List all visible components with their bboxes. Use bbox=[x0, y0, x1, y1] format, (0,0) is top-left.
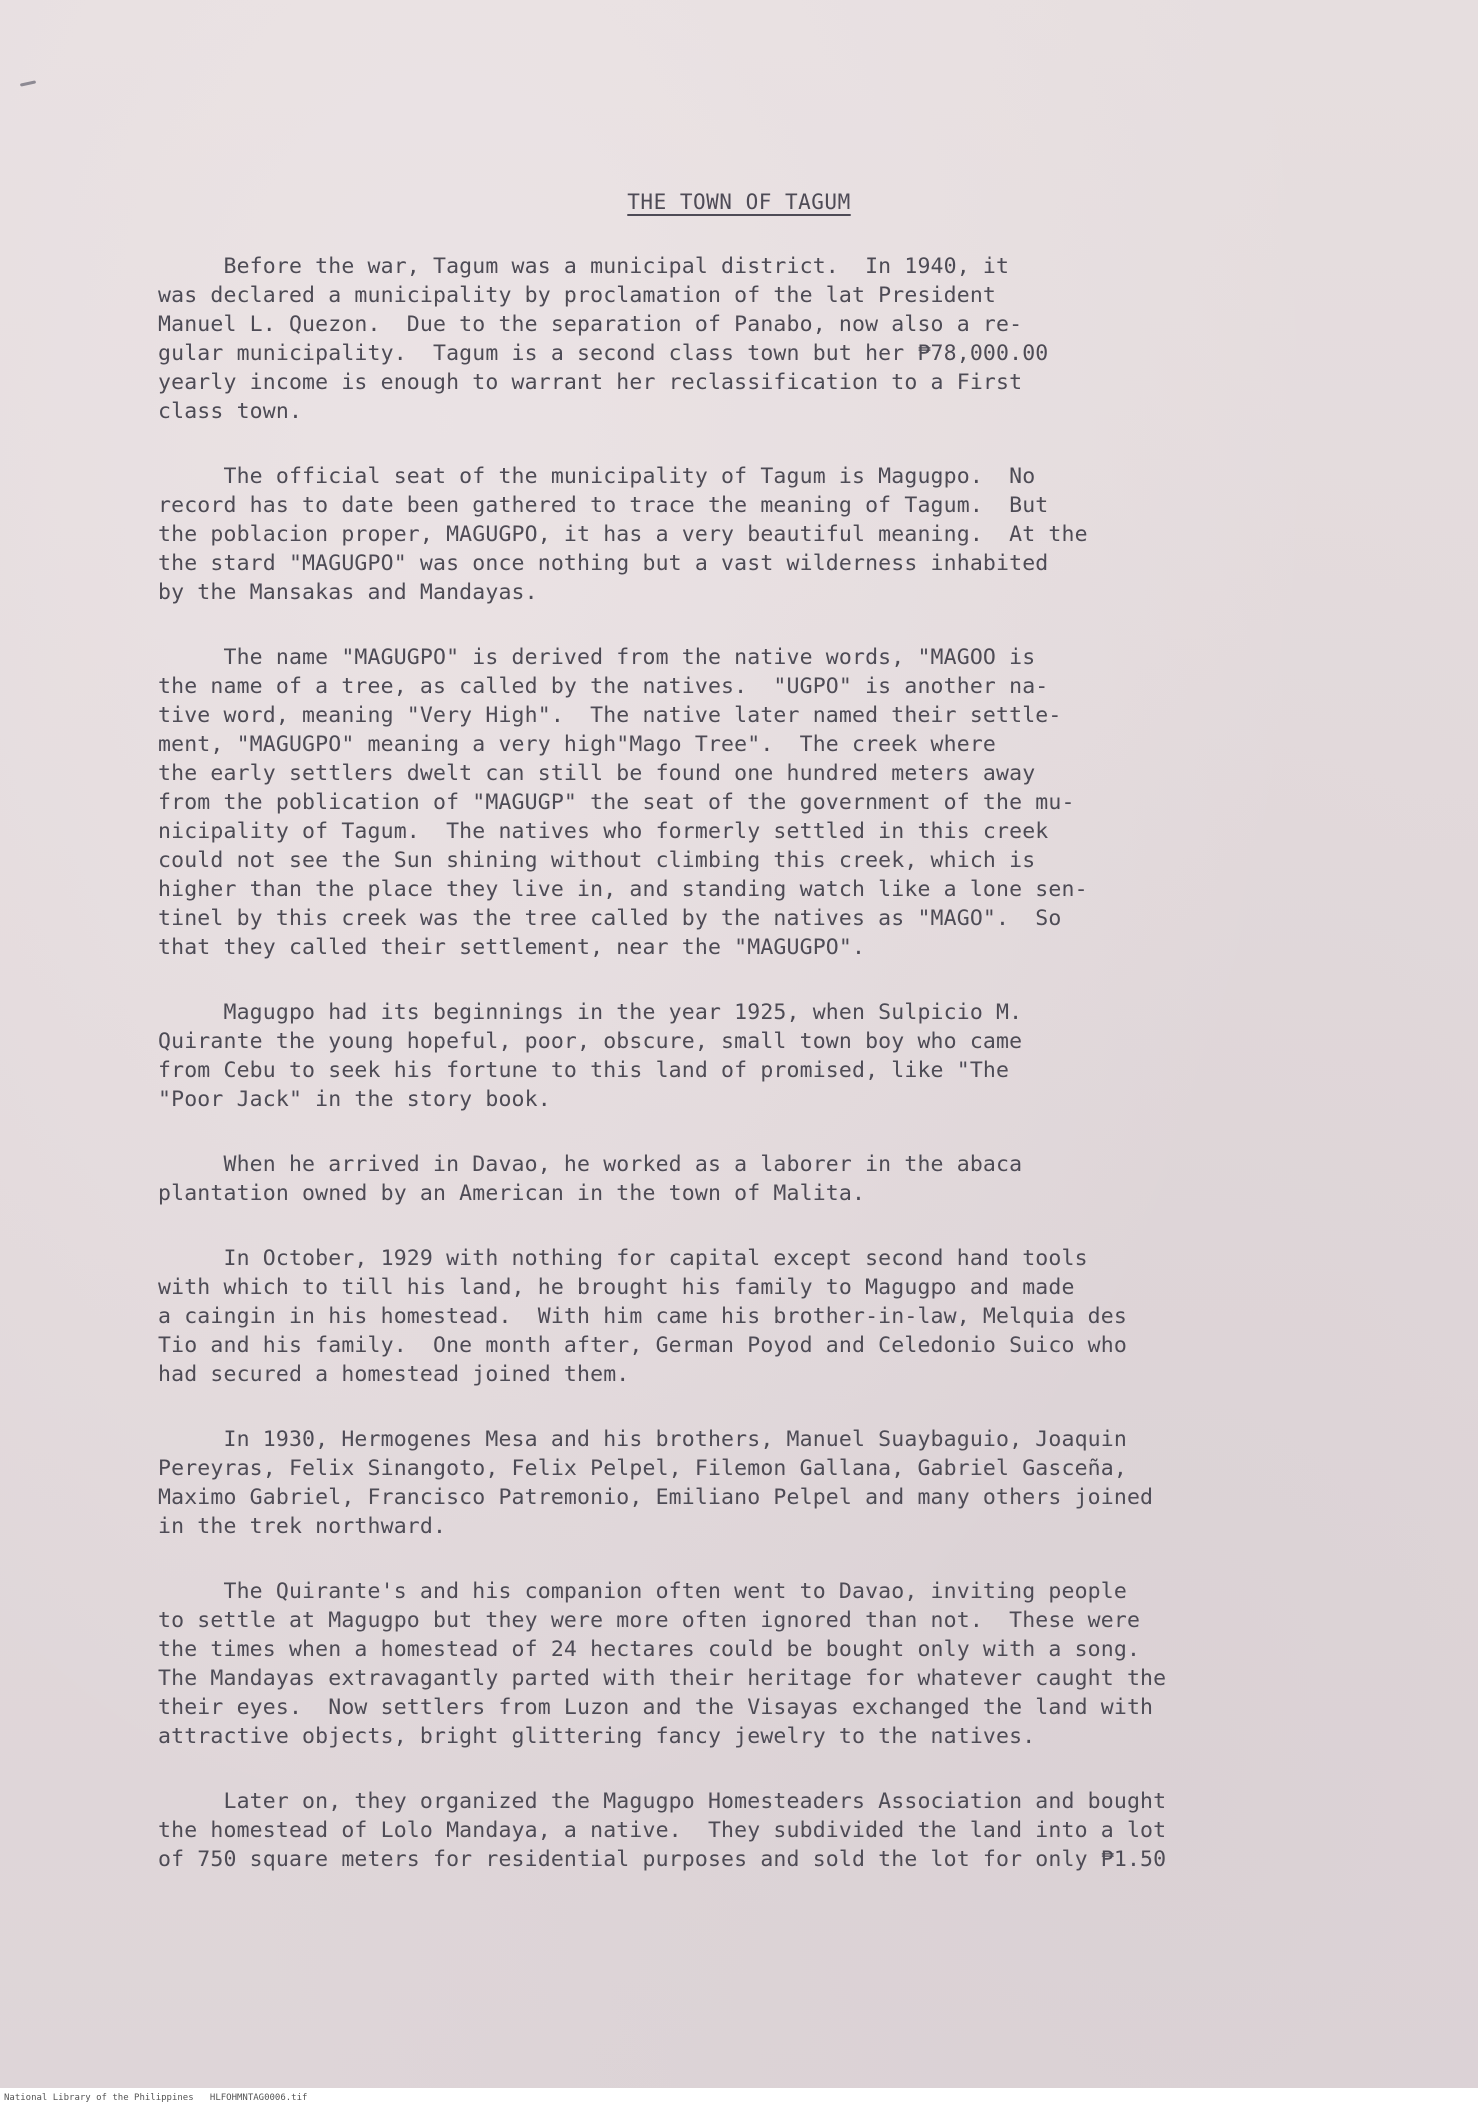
text-line: Tio and his family. One month after, German Poyod and Celedonio Suico who bbox=[158, 1333, 1127, 1358]
text-line: the name of a tree, as called by the natives. "UGPO" is another na- bbox=[158, 674, 1049, 699]
text-line: with which to till his land, he brought his family to Magugpo and made bbox=[158, 1275, 1075, 1300]
text-line: in the trek northward. bbox=[158, 1514, 447, 1539]
text-line: In 1930, Hermogenes Mesa and his brothers, Manuel Suaybaguio, Joaquin bbox=[158, 1427, 1127, 1452]
text-line: yearly income is enough to warrant her reclassification to a First bbox=[158, 370, 1023, 395]
text-line: their eyes. Now settlers from Luzon and the Visayas exchanged the land with bbox=[158, 1695, 1154, 1720]
text-line: Maximo Gabriel, Francisco Patremonio, Emiliano Pelpel and many others joined bbox=[158, 1485, 1154, 1510]
paper-mark bbox=[20, 80, 36, 86]
text-line: The name "MAGUGPO" is derived from the native words, "MAGOO is bbox=[158, 645, 1036, 670]
text-line: class town. bbox=[158, 399, 303, 424]
paragraph bbox=[158, 252, 1358, 426]
text-line: Manuel L. Quezon. Due to the separation of Panabo, now also a re- bbox=[158, 312, 1023, 337]
text-line: was declared a municipality by proclamation of the lat President bbox=[158, 283, 997, 308]
text-line: In October, 1929 with nothing for capital except second hand tools bbox=[158, 1246, 1088, 1271]
text-line: Pereyras, Felix Sinangoto, Felix Pelpel, Filemon Gallana, Gabriel Gasceña, bbox=[158, 1456, 1127, 1481]
text-line: a caingin in his homestead. With him came his brother-in-law, Melquia des bbox=[158, 1304, 1127, 1329]
paragraph bbox=[158, 1787, 1358, 1874]
text-line: The Quirante's and his companion often went to Davao, inviting people bbox=[158, 1579, 1127, 1604]
paragraph bbox=[158, 1150, 1358, 1208]
text-line: nicipality of Tagum. The natives who formerly settled in this creek bbox=[158, 819, 1049, 844]
paragraph bbox=[158, 643, 1358, 962]
text-line: plantation owned by an American in the town of Malita. bbox=[158, 1181, 866, 1206]
text-line: had secured a homestead joined them. bbox=[158, 1362, 630, 1387]
text-line: from the poblication of "MAGUGP" the seat of the government of the mu- bbox=[158, 790, 1075, 815]
text-line: the early settlers dwelt can still be found one hundred meters away bbox=[158, 761, 1036, 786]
text-line: attractive objects, bright glittering fancy jewelry to the natives. bbox=[158, 1724, 1036, 1749]
text-line: the homestead of Lolo Mandaya, a native. They subdivided the land into a lot bbox=[158, 1818, 1167, 1843]
paragraph bbox=[158, 1577, 1358, 1751]
text-line: "Poor Jack" in the story book. bbox=[158, 1087, 551, 1112]
text-line: of 750 square meters for residential purposes and sold the lot for only ₱1.50 bbox=[158, 1847, 1167, 1872]
text-line: Quirante the young hopeful, poor, obscure, small town boy who came bbox=[158, 1029, 1023, 1054]
text-line: could not see the Sun shining without climbing this creek, which is bbox=[158, 848, 1036, 873]
text-line: higher than the place they live in, and standing watch like a lone sen- bbox=[158, 877, 1088, 902]
paragraph bbox=[158, 1244, 1358, 1389]
text-line: the times when a homestead of 24 hectares could be bought only with a song. bbox=[158, 1637, 1141, 1662]
text-line: Before the war, Tagum was a municipal district. In 1940, it bbox=[158, 254, 1010, 279]
text-line: gular municipality. Tagum is a second class town but her ₱78,000.00 bbox=[158, 341, 1049, 366]
paragraph bbox=[158, 462, 1358, 607]
text-line: Later on, they organized the Magugpo Homesteaders Association and bought bbox=[158, 1789, 1167, 1814]
text-line: the poblacion proper, MAGUGPO, it has a very beautiful meaning. At the bbox=[158, 522, 1088, 547]
text-line: that they called their settlement, near the "MAGUGPO". bbox=[158, 935, 866, 960]
text-line: When he arrived in Davao, he worked as a laborer in the abaca bbox=[158, 1152, 1023, 1177]
text-line: tinel by this creek was the tree called by the natives as "MAGO". So bbox=[158, 906, 1062, 931]
text-line: the stard "MAGUGPO" was once nothing but a vast wilderness inhabited bbox=[158, 551, 1049, 576]
text-line: ment, "MAGUGPO" meaning a very high"Mago Tree". The creek where bbox=[158, 732, 997, 757]
document-title: THE TOWN OF TAGUM bbox=[627, 190, 851, 214]
text-line: Magugpo had its beginnings in the year 1925, when Sulpicio M. bbox=[158, 1000, 1023, 1025]
text-line: tive word, meaning "Very High". The native later named their settle- bbox=[158, 703, 1062, 728]
text-line: from Cebu to seek his fortune to this land of promised, like "The bbox=[158, 1058, 1010, 1083]
text-line: The official seat of the municipality of Tagum is Magugpo. No bbox=[158, 464, 1036, 489]
text-line: record has to date been gathered to trace the meaning of Tagum. But bbox=[158, 493, 1049, 518]
document-body bbox=[158, 252, 1358, 1910]
text-line: by the Mansakas and Mandayas. bbox=[158, 580, 538, 605]
paragraph bbox=[158, 998, 1358, 1114]
text-line: The Mandayas extravagantly parted with their heritage for whatever caught the bbox=[158, 1666, 1167, 1691]
scan-footer-text: National Library of the Philippines HLFOHMNTAG0006.tif bbox=[4, 2093, 308, 2103]
text-line: to settle at Magugpo but they were more often ignored than not. These were bbox=[158, 1608, 1141, 1633]
paragraph bbox=[158, 1425, 1358, 1541]
